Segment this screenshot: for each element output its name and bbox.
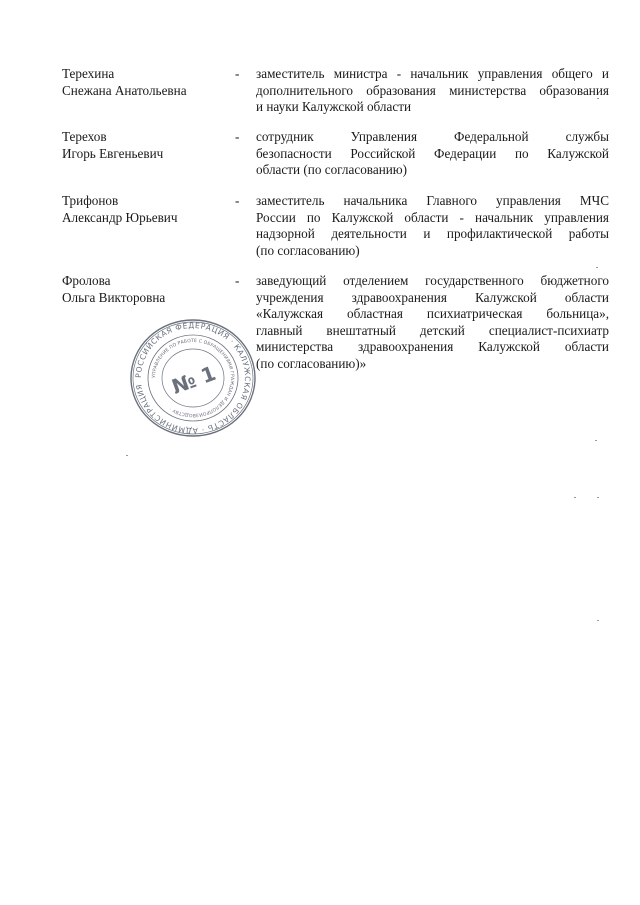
position-line: надзорной деятельности и профилактической работы [256,226,609,241]
scan-artifact [597,620,599,621]
member-entry-trifonov [62,193,610,259]
member-given-names: Игорь Евгеньевич [62,145,164,161]
seal-inner-text: УПРАВЛЕНИЕ ПО РАБОТЕ С ОБРАЩЕНИЯМИ ГРАЖДАН И ДЕЛОПРОИЗВОДСТВУ · [151,338,235,418]
position-line: области (по согласованию) [256,162,408,177]
position-line: заведующий отделением государственного бюджетного [256,273,609,288]
member-name [62,129,232,162]
position-line: сотрудник Управления Федеральной службы [256,129,609,144]
scan-artifact [597,98,599,99]
separator-dash: - [235,193,240,208]
scan-artifact [595,440,597,441]
separator-dash: - [235,66,240,81]
member-surname: Трифонов [62,193,119,208]
position-line: заместитель начальника Главного управления МЧС [256,193,609,208]
official-seal [127,317,259,439]
member-given-names: Александр Юрьевич [62,209,178,225]
member-given-names: Снежана Анатольевна [62,82,187,98]
position-line: министерства здравоохранения Калужской области [256,339,609,354]
scan-artifact [574,497,576,498]
member-position [256,129,609,179]
scan-artifact [596,267,598,268]
separator-dash: - [235,273,240,288]
seal-graphic [127,317,259,439]
position-line: безопасности Российской Федерации по Калужской [256,145,609,161]
member-given-names: Ольга Викторовна [62,289,166,305]
position-line: (по согласованию)» [256,355,367,371]
seal-number: № 1 [168,360,219,399]
member-position [256,193,609,259]
position-line: главный внештатный детский специалист-психиатр [256,322,609,338]
position-line: и науки Калужской области [256,99,412,114]
member-entry-terekhina [62,66,610,116]
member-name [62,273,232,306]
position-line: (по согласованию) [256,242,360,258]
position-line: России по Калужской области - начальник управления [256,209,609,225]
separator-dash: - [235,129,240,144]
position-line: учреждения здравоохранения Калужской области [256,289,609,305]
seal-outer-text: РОССИЙСКАЯ ФЕДЕРАЦИЯ · КАЛУЖСКАЯ ОБЛАСТЬ · АДМИНИСТРАЦИЯ [133,320,253,436]
member-name [62,193,232,226]
position-line: заместитель министра - начальник управления общего и [256,66,609,81]
member-name [62,66,232,99]
position-line: «Калужская областная психиатрическая больница», [256,306,609,321]
position-line: дополнительного образования министерства образования [256,82,609,98]
member-surname: Фролова [62,273,111,288]
scan-artifact [597,497,599,498]
member-surname: Терехов [62,129,107,144]
member-position [256,273,609,372]
member-surname: Терехина [62,66,115,81]
scan-artifact [126,455,128,456]
member-position [256,66,609,116]
member-entry-terekhov [62,129,610,179]
